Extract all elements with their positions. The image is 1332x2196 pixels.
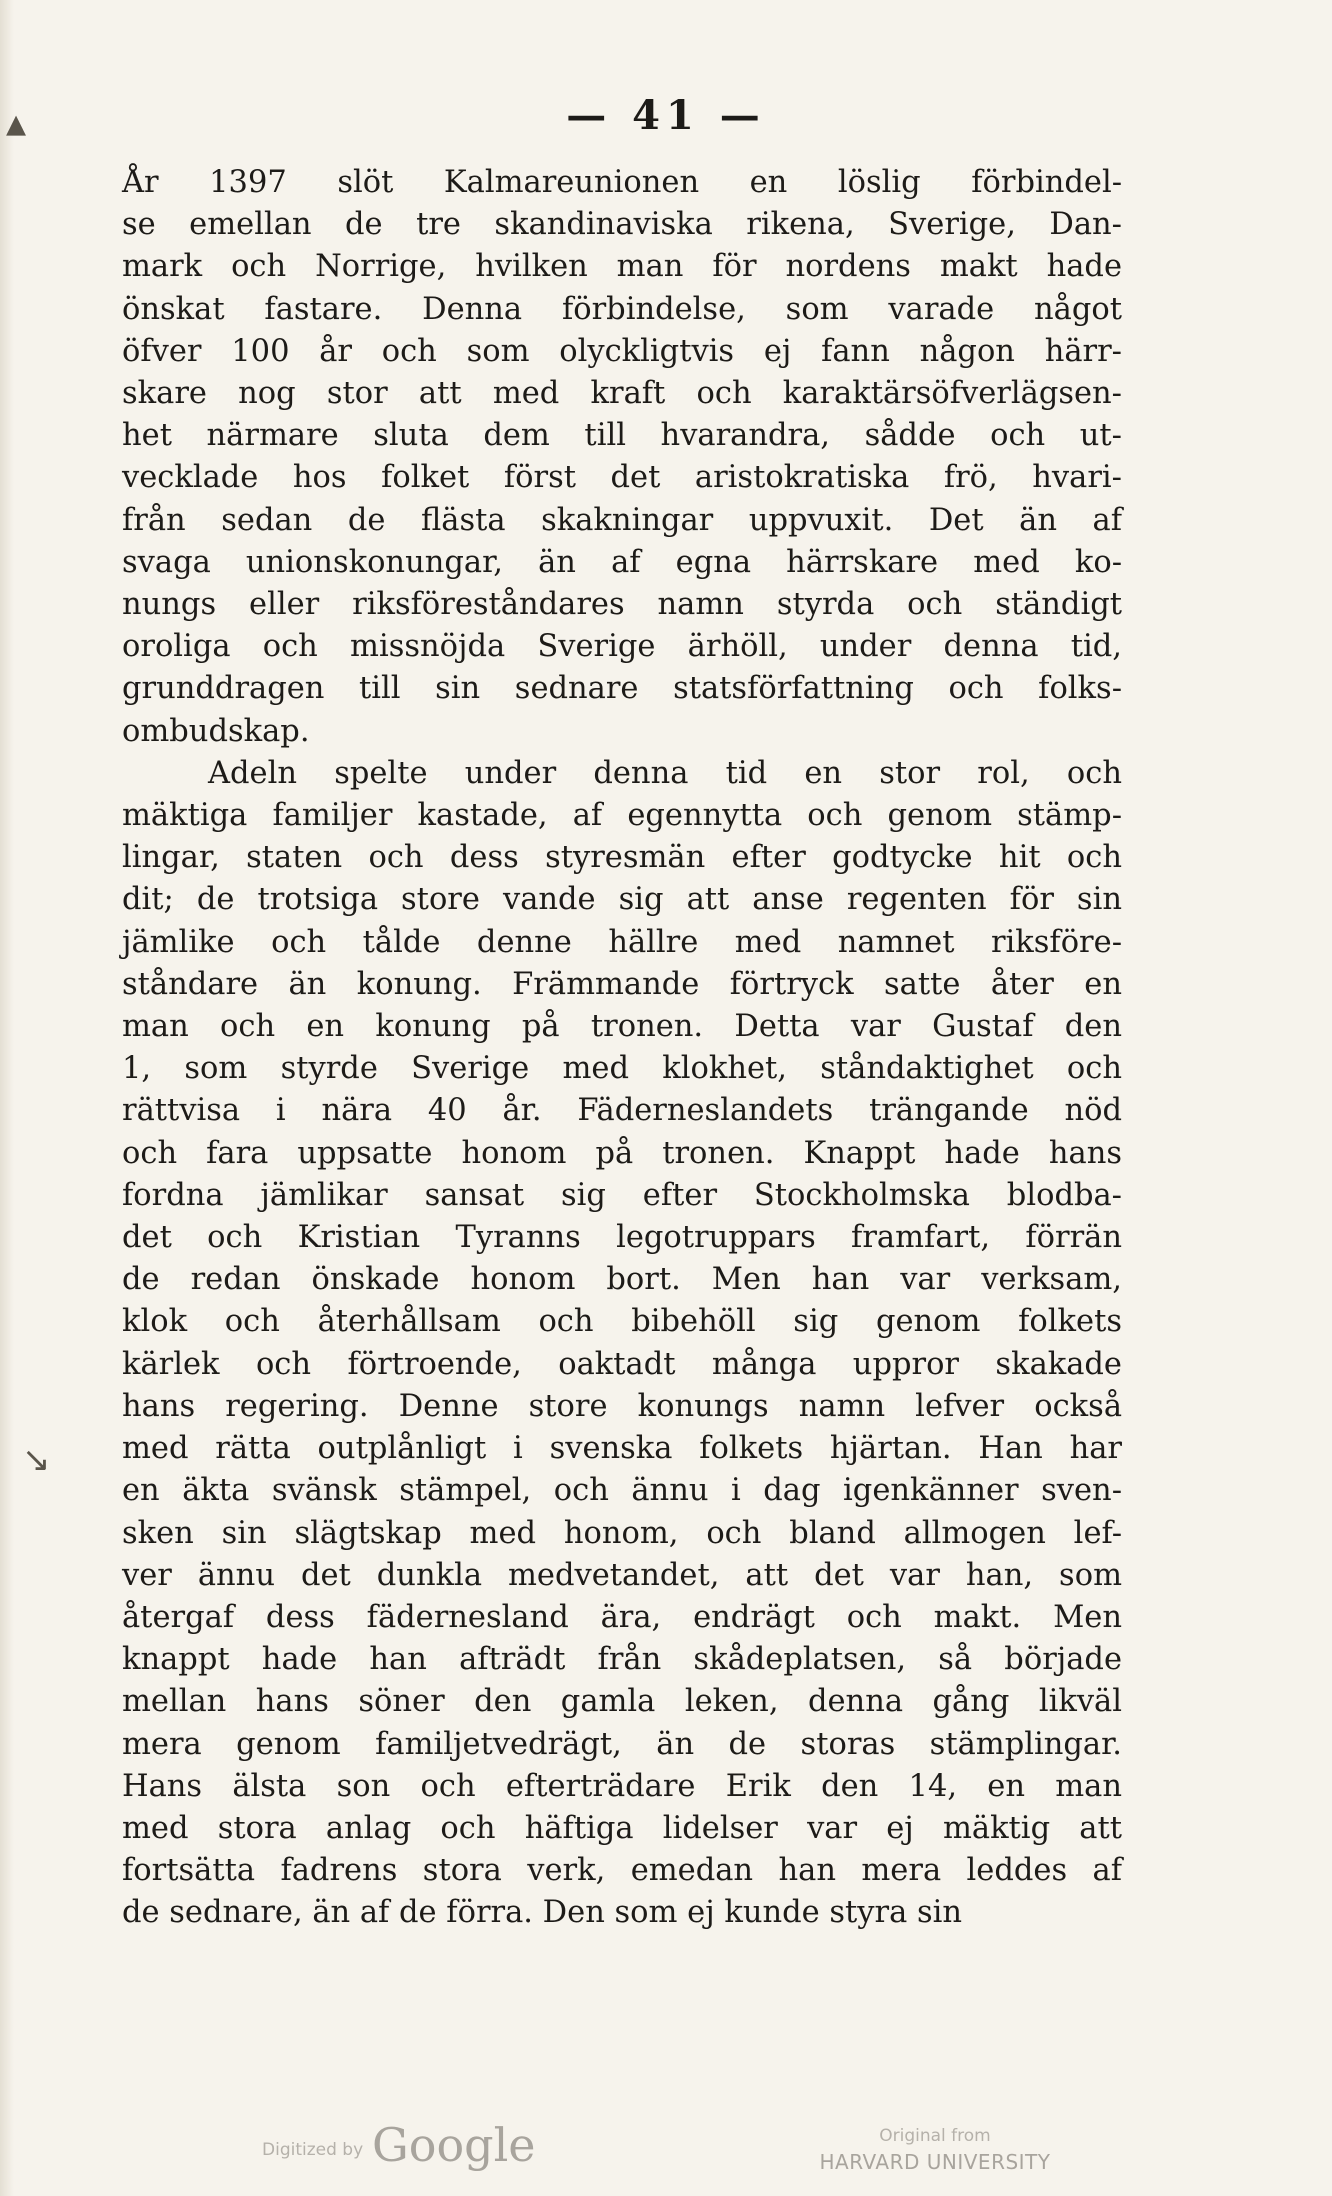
text-line: se emellan de tre skandinaviska rikena, Sverige, Dan- [122, 207, 1122, 243]
text-line: mellan hans söner den gamla leken, denna gång likväl [122, 1684, 1122, 1720]
text-line: skare nog stor att med kraft och karaktärsöfverlägsen- [122, 376, 1122, 412]
text-line: ver ännu det dunkla medvetandet, att det var han, som [122, 1557, 1122, 1593]
text-line: 1, som styrde Sverige med klokhet, ståndaktighet och [122, 1051, 1122, 1087]
page-number-header: — 41 — [566, 92, 766, 139]
digitized-by-label: Digitized by [262, 2140, 364, 2160]
text-line: sken sin slägtskap med honom, och bland allmogen lef- [122, 1515, 1122, 1551]
text-line: År 1397 slöt Kalmareunionen en löslig förbindel- [122, 165, 1122, 200]
text-line: Adeln spelte under denna tid en stor rol, och [208, 755, 1122, 791]
text-line: fordna jämlikar sansat sig efter Stockholmska blodba- [122, 1177, 1122, 1213]
text-line: mäktiga familjer kastade, af egennytta och genom stämp- [122, 798, 1122, 834]
text-line: nungs eller riksföreståndares namn styrda och ständigt [122, 587, 1122, 623]
margin-mark-top: ▴ [6, 100, 27, 146]
text-line: oroliga och missnöjda Sverige ärhöll, under denna tid, [122, 629, 1122, 665]
text-line: återgaf dess fädernesland ära, endrägt och makt. Men [122, 1599, 1122, 1635]
text-line: de redan önskade honom bort. Men han var verksam, [122, 1262, 1122, 1298]
text-line: de sednare, än af de förra. Den som ej kunde styra sin [122, 1895, 963, 1931]
text-line: jämlike och tålde denne hällre med namnet riksföre- [122, 924, 1122, 960]
text-line: mera genom familjetvedrägt, än de storas stämplingar. [122, 1726, 1122, 1762]
text-line: svaga unionskonungar, än af egna härrskare med ko- [122, 544, 1122, 580]
original-from-label: Original from [879, 2126, 991, 2146]
text-line: öfver 100 år och som olyckligtvis ej fann någon härr- [122, 333, 1122, 369]
margin-mark-middle: ↘ [22, 1440, 51, 1480]
text-line: önskat fastare. Denna förbindelse, som varade något [122, 291, 1122, 327]
text-line: med rätta outplånligt i svenska folkets hjärtan. Han har [122, 1431, 1122, 1467]
page-binding-edge [0, 0, 14, 2196]
text-line: lingar, staten och dess styresmän efter godtycke hit och [122, 840, 1122, 876]
text-line: vecklade hos folket först det aristokratiska frö, hvari- [122, 460, 1122, 496]
text-line: från sedan de flästa skakningar uppvuxit. Det än af [122, 502, 1122, 538]
text-line: hans regering. Denne store konungs namn lefver också [122, 1388, 1122, 1424]
text-line: och fara uppsatte honom på tronen. Knappt hade hans [122, 1135, 1122, 1171]
text-line: fortsätta fadrens stora verk, emedan han mera leddes af [122, 1853, 1122, 1889]
text-line: ståndare än konung. Främmande förtryck satte åter en [122, 966, 1122, 1002]
text-line: Hans älsta son och efterträdare Erik den 14, en man [122, 1768, 1122, 1804]
text-line: het närmare sluta dem till hvarandra, sådde och ut- [122, 418, 1122, 454]
text-line: kärlek och förtroende, oaktadt många uppror skakade [122, 1346, 1122, 1382]
book-text-body [122, 162, 1122, 1935]
text-line: klok och återhållsam och bibehöll sig genom folkets [122, 1304, 1122, 1340]
text-line: man och en konung på tronen. Detta var Gustaf den [122, 1009, 1122, 1045]
text-line: med stora anlag och häftiga lidelser var ej mäktig att [122, 1810, 1122, 1846]
text-line: grunddragen till sin sednare statsförfattning och folks- [122, 671, 1122, 707]
text-line: det och Kristian Tyranns legotruppars framfart, förrän [122, 1220, 1122, 1256]
google-logo: Google [372, 2118, 536, 2172]
text-line: ombudskap. [122, 713, 310, 749]
text-line: rättvisa i nära 40 år. Fäderneslandets trängande nöd [122, 1093, 1122, 1129]
text-line: mark och Norrige, hvilken man för nordens makt hade [122, 249, 1122, 285]
text-line: dit; de trotsiga store vande sig att anse regenten för sin [122, 882, 1122, 918]
text-line: en äkta svänsk stämpel, och ännu i dag igenkänner sven- [122, 1473, 1122, 1509]
text-line: knappt hade han afträdt från skådeplatsen, så började [122, 1642, 1122, 1678]
harvard-university-label: HARVARD UNIVERSITY [819, 2150, 1051, 2174]
